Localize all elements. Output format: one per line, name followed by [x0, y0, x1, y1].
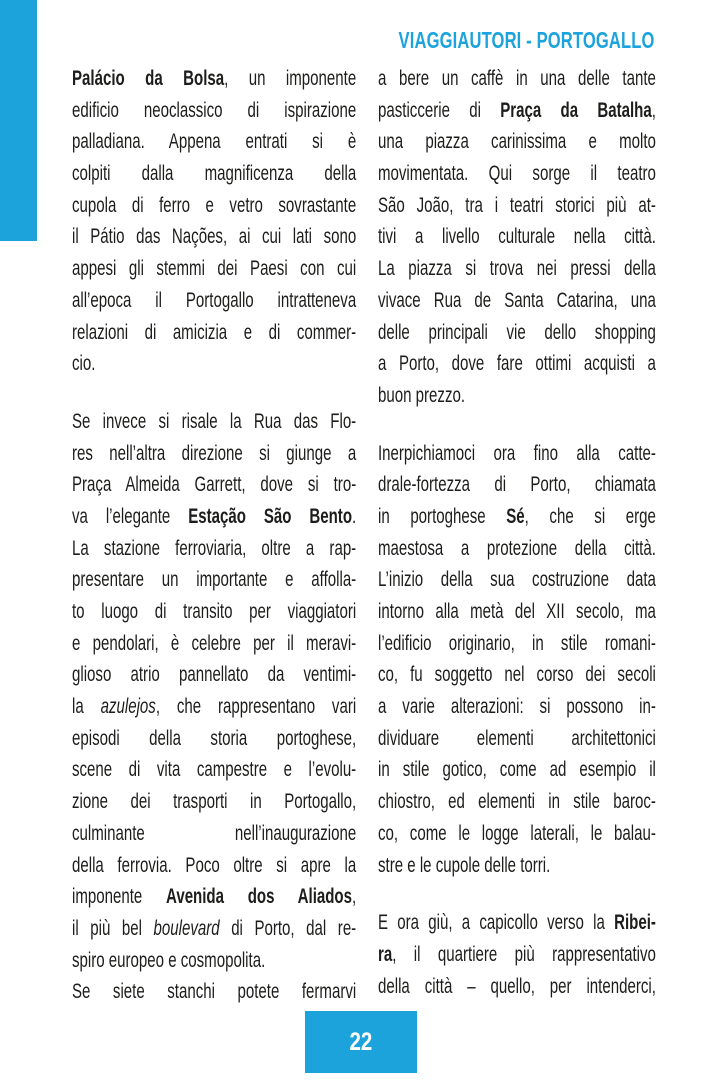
text-line: La piazza si trova nei pressi della — [378, 256, 656, 281]
text-line: E ora giù, a capicollo verso la Ribei- — [378, 910, 656, 935]
text-line: intorno alla metà del XII secolo, ma — [378, 599, 656, 623]
text-line: scene di vita campestre e l’evolu- — [72, 757, 357, 782]
text-line: maestosa a protezione della città. — [378, 535, 656, 560]
text-line: cio. — [72, 351, 96, 376]
text-line: dividuare elementi architettonici — [378, 725, 656, 750]
text-line: ra, il quartiere più rappresentativo — [378, 941, 656, 966]
text-line: L’inizio della sua costruzione data — [378, 567, 656, 592]
paragraph — [72, 63, 356, 380]
text-line: presentare un importante e affolla- — [72, 567, 357, 592]
text-line: São João, tra i teatri storici più at- — [378, 192, 656, 217]
text-line: il Pátio das Nações, ai cui lati sono — [72, 224, 357, 249]
text-line: drale-fortezza di Porto, chiamata — [378, 472, 656, 497]
text-line: Praça Almeida Garrett, dove si tro- — [72, 472, 357, 497]
text-line: buon prezzo. — [378, 382, 466, 407]
right-text-column — [378, 63, 656, 1002]
text-line: relazioni di amicizia e di commer- — [72, 319, 357, 344]
text-line: la azulejos, che rappresentano vari — [72, 694, 357, 719]
text-line: imponente Avenida dos Aliados, — [72, 884, 357, 909]
page-number: 22 — [349, 1027, 373, 1056]
text-line: l’edificio originario, in stile romani- — [378, 630, 656, 655]
text-line: cupola di ferro e vetro sovrastante — [72, 192, 357, 217]
text-line: stre e le cupole delle torri. — [378, 852, 551, 877]
text-line: co, fu soggetto nel corso dei secoli — [378, 662, 656, 687]
text-line: e pendolari, è celebre per il meravi- — [72, 630, 357, 655]
text-line: co, come le logge laterali, le balau- — [378, 820, 656, 845]
margin-accent-bar — [0, 0, 37, 241]
text-line: delle principali vie dello shopping — [378, 319, 656, 344]
text-line: tivi a livello culturale nella città. — [378, 224, 656, 249]
text-line: movimentata. Qui sorge il teatro — [378, 161, 656, 186]
text-line: Se invece si risale la Rua das Flo- — [72, 408, 357, 433]
text-line: episodi della storia portoghese, — [72, 725, 357, 750]
text-line: spiro europeo e cosmopolita. — [72, 947, 266, 972]
text-line: colpiti dalla magnificenza della — [72, 161, 357, 186]
text-line: pasticcerie di Praça da Batalha, — [378, 97, 656, 122]
text-line: a Porto, dove fare ottimi acquisti a — [378, 351, 656, 376]
text-line: in stile gotico, come ad esempio il — [378, 757, 656, 782]
text-line: una piazza carinissima e molto — [378, 129, 656, 154]
text-line: il più bel boulevard di Porto, dal re- — [72, 915, 357, 940]
text-line: res nell’altra direzione si giunge a — [72, 440, 357, 465]
text-line: edificio neoclassico di ispirazione — [72, 97, 357, 122]
text-line: La stazione ferroviaria, oltre a rap- — [72, 535, 357, 560]
text-line: vivace Rua de Santa Catarina, una — [378, 287, 656, 312]
paragraph — [378, 63, 656, 412]
text-line: va l’elegante Estação São Bento. — [72, 503, 357, 528]
text-line: zione dei trasporti in Portogallo, — [72, 789, 357, 814]
page-number-box — [305, 1011, 417, 1073]
text-line: della ferrovia. Poco oltre si apre la — [72, 852, 357, 877]
text-line: all’epoca il Portogallo intratteneva — [72, 287, 357, 312]
paragraph — [378, 438, 656, 882]
left-text-column — [72, 63, 356, 1008]
text-line: a bere un caffè in una delle tante — [378, 66, 656, 90]
paragraph — [72, 406, 356, 976]
paragraph — [378, 907, 656, 1002]
text-line: appesi gli stemmi dei Paesi con cui — [72, 256, 357, 281]
text-line: palladiana. Appena entrati si è — [72, 129, 357, 154]
text-line: in portoghese Sé, che si erge — [378, 503, 656, 528]
text-line: Inerpichiamoci ora fino alla catte- — [378, 440, 656, 465]
running-header: VIAGGIAUTORI - PORTOGALLO — [398, 27, 655, 53]
text-line: Se siete stanchi potete fermarvi — [72, 979, 357, 1004]
text-line: to luogo di transito per viaggiatori — [72, 599, 357, 623]
text-line: glioso atrio pannellato da ventimi- — [72, 662, 357, 687]
text-line: Palácio da Bolsa, un imponente — [72, 66, 357, 90]
paragraph — [72, 976, 356, 1008]
text-line: chiostro, ed elementi in stile baroc- — [378, 789, 656, 814]
text-line: culminante nell’inaugurazione — [72, 820, 357, 845]
text-line: a varie alterazioni: si possono in- — [378, 694, 656, 719]
text-line: della città – quello, per intenderci, — [378, 973, 656, 998]
